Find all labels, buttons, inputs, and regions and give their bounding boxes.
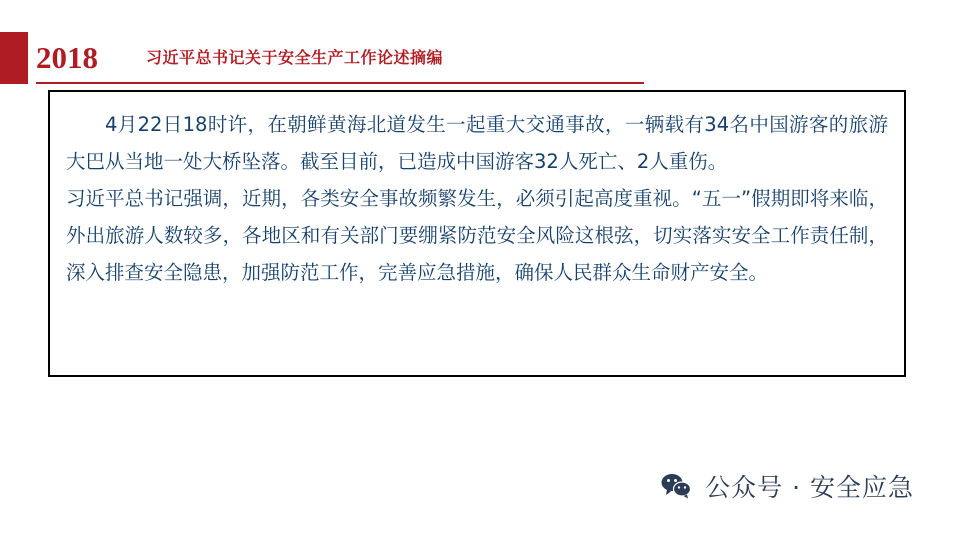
header-accent-bar [0,32,28,84]
footer-watermark [661,468,914,504]
footer-label: 公众号 · 安全应急 [705,473,914,502]
header-divider [36,82,644,84]
page-title: 习近平总书记关于安全生产工作论述摘编 [146,48,444,67]
wechat-icon [661,473,691,499]
content-box [48,90,906,377]
content-paragraph-1: 4月22日18时许，在朝鲜黄海北道发生一起重大交通事故，一辆载有34名中国游客的旅游大巴从当地一处大桥坠落。截至目前，已造成中国游客32人死亡、2人重伤。 [66,113,888,173]
slide-header [0,0,960,84]
content-paragraph-2: 习近平总书记强调，近期，各类安全事故频繁发生，必须引起高度重视。“五一”假期即将来临，外出旅游人数较多，各地区和有关部门要绷紧防范安全风险这根弦，切实落实安全工作责任制，深入排查安全隐患，加强防范工作，完善应急措施，确保人民群众生命财产安全。 [66,187,888,284]
header-year: 2018 [36,40,98,75]
